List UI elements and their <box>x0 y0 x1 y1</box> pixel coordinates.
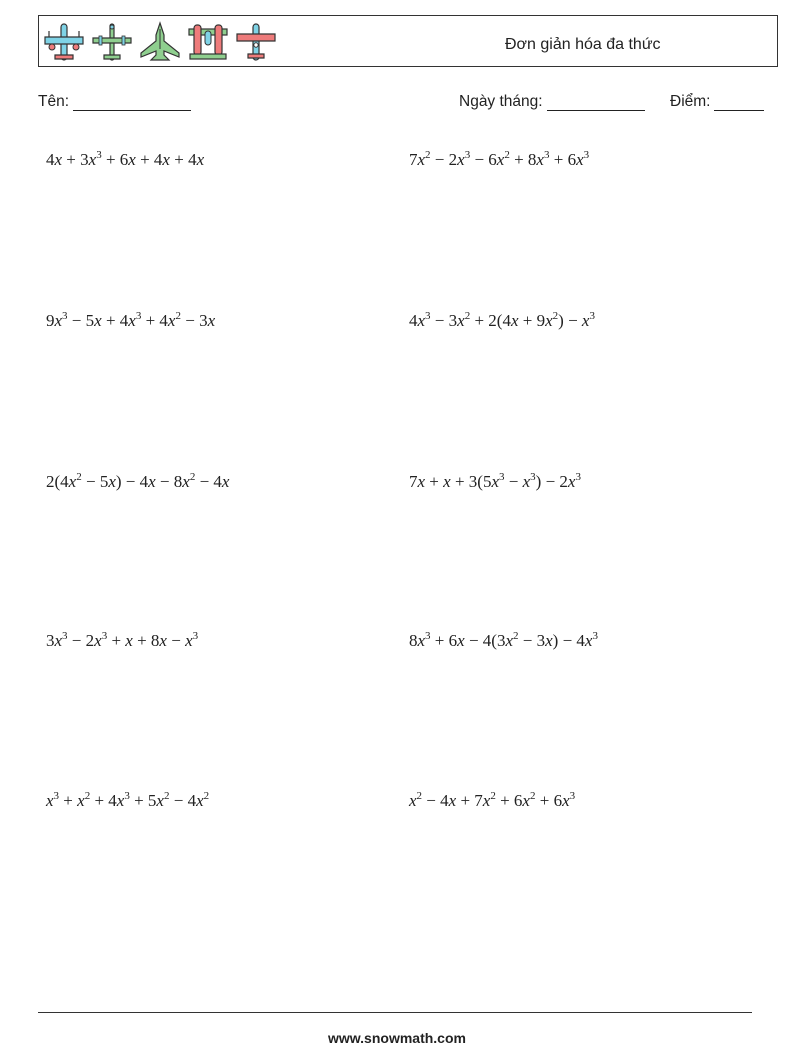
green-red-twin-plane-icon <box>187 21 229 63</box>
score-label: Điểm: <box>670 93 711 110</box>
score-field <box>670 93 764 111</box>
date-blank[interactable] <box>547 94 645 111</box>
name-field <box>38 93 191 111</box>
green-airplane-icon <box>91 21 133 63</box>
problem-7: $3x^3 - 2x^3 + x + 8x - x^3$ <box>46 630 199 650</box>
footer-website: www.snowmath.com <box>328 1030 466 1046</box>
problem-9: $x^3 + x^2 + 4x^3 + 5x^2 - 4x^2$ <box>46 790 210 810</box>
problem-1: $4x + 3x^3 + 6x + 4x + 4x$ <box>46 149 205 169</box>
problem-2: $7x^2 - 2x^3 - 6x^2 + 8x^3 + 6x^3$ <box>409 149 590 169</box>
score-blank[interactable] <box>714 94 764 111</box>
problem-3: $9x^3 - 5x + 4x^3 + 4x^2 - 3x$ <box>46 310 216 330</box>
problem-4: $4x^3 - 3x^2 + 2(4x + 9x^2) - x^3$ <box>409 310 595 330</box>
cyan-airplane-icon <box>43 21 85 63</box>
worksheet-header <box>38 15 778 67</box>
problem-8: $8x^3 + 6x - 4(3x^2 - 3x) - 4x^3$ <box>409 630 598 650</box>
problem-6: $7x + x + 3(5x^3 - x^3) - 2x^3$ <box>409 471 581 491</box>
problem-5: $2(4x^2 - 5x) - 4x - 8x^2 - 4x$ <box>46 471 230 491</box>
name-label: Tên: <box>38 93 70 110</box>
date-label: Ngày tháng: <box>459 93 543 110</box>
name-blank[interactable] <box>73 94 191 111</box>
green-jet-icon <box>139 21 181 63</box>
red-airplane-icon <box>235 21 277 63</box>
header-icons <box>43 20 277 64</box>
footer-divider <box>38 1012 752 1013</box>
worksheet-title: Đơn giản hóa đa thức <box>505 36 661 53</box>
date-field <box>459 93 645 111</box>
problem-10: $x^2 - 4x + 7x^2 + 6x^2 + 6x^3$ <box>409 790 576 810</box>
